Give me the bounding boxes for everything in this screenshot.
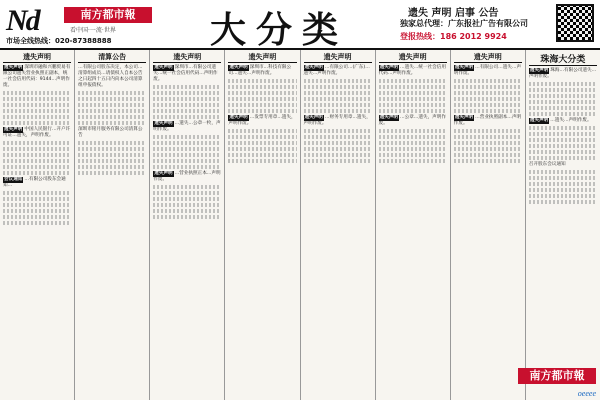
notice-text: 中国人民银行…开户许可证…遗失，声明作废。 (3, 127, 71, 138)
print-line (3, 103, 71, 107)
notice-text: 珠海…有限公司遗失…声明作废。 (528, 68, 597, 79)
print-line (454, 85, 522, 89)
notice-text: …有限公司…遗失…声明作废。 (453, 65, 522, 76)
print-line (153, 109, 221, 113)
print-line (529, 126, 597, 130)
notice-tag: 遗失声明 (229, 65, 248, 70)
notice-text: 深圳市…科技有限公司…遗失…声明作废。 (228, 65, 292, 76)
column-title: 遗失声明 (228, 52, 296, 63)
notice-entry (454, 65, 522, 77)
print-line (228, 153, 296, 157)
column (526, 50, 600, 400)
notice-entry (153, 65, 221, 83)
print-line (228, 159, 296, 163)
print-line (379, 147, 447, 151)
notice-tag: 遗失声明 (529, 68, 549, 73)
notice-entry (379, 115, 447, 127)
notice-entry (3, 65, 71, 89)
print-line (529, 88, 597, 92)
column (301, 50, 376, 400)
notice-tag: 遗失声明 (154, 65, 173, 70)
brand-logo: 南方都市報 (64, 7, 152, 23)
notice-text: …有限公司…(广东)…遗失…声明作废。 (303, 65, 370, 76)
notice-entry (454, 115, 522, 127)
print-line (304, 159, 372, 163)
print-line (153, 91, 221, 95)
print-line (3, 197, 71, 201)
page-subtitle: 遗失 声明 启事 公告 (408, 8, 499, 19)
column (150, 50, 225, 400)
column (376, 50, 451, 400)
print-line (153, 85, 221, 89)
print-line (78, 91, 146, 95)
notice-tag: 会议通知 (4, 177, 23, 182)
print-line (153, 165, 221, 169)
brand-slogan: 看中国·一流·世界 (70, 27, 116, 34)
print-line (3, 221, 71, 225)
print-line (153, 147, 221, 151)
column-title: 珠海大分类 (529, 52, 597, 66)
print-line (304, 97, 372, 101)
print-line (153, 209, 221, 213)
notice-entry (379, 65, 447, 77)
notice-entry (153, 171, 221, 183)
column-title: 遗失声明 (454, 52, 522, 63)
print-line (529, 82, 597, 86)
print-line (304, 141, 372, 145)
print-line (78, 115, 146, 119)
print-line (78, 141, 146, 145)
print-line (78, 159, 146, 163)
notice-tag: 遗失声明 (154, 121, 173, 126)
print-line (3, 115, 71, 119)
notice-entry (228, 115, 296, 127)
print-line (153, 185, 221, 189)
notice-text: …财务专用章…遗失，声明作废。 (303, 115, 371, 126)
print-line (3, 191, 71, 195)
print-line (454, 129, 522, 133)
print-line (454, 103, 522, 107)
print-line (228, 97, 296, 101)
print-line (3, 165, 71, 169)
print-line (228, 109, 296, 113)
print-line (153, 203, 221, 207)
notice-text: 召开股东会议通知 (528, 162, 566, 167)
print-line (78, 121, 146, 125)
print-line (529, 200, 597, 204)
print-line (3, 153, 71, 157)
notice-text: …营业执照副本…声明作废。 (453, 115, 522, 126)
print-line (454, 109, 522, 113)
print-line (529, 170, 597, 174)
print-line (304, 135, 372, 139)
print-line (379, 109, 447, 113)
print-line (529, 138, 597, 142)
print-line (379, 85, 447, 89)
print-line (78, 153, 146, 157)
print-line (228, 85, 296, 89)
print-line (3, 97, 71, 101)
print-line (3, 147, 71, 151)
print-line (228, 135, 296, 139)
notice-tag: 遗失声明 (4, 65, 23, 70)
print-line (304, 153, 372, 157)
print-line (529, 194, 597, 198)
notice-text: 深圳市融和兴鹏贸易有限公司遗失营业执照正副本，统一社会信用代码：9144…声明作废。 (3, 65, 71, 88)
column (451, 50, 526, 400)
notice-tag: 遗失声明 (379, 115, 399, 120)
print-line (454, 79, 522, 83)
nd-logo: Nd (6, 4, 39, 37)
print-line (529, 100, 597, 104)
notice-text: …营业执照正本…声明作废。 (153, 171, 221, 182)
column-title: 清算公告 (78, 52, 146, 63)
print-line (379, 129, 447, 133)
print-line (153, 103, 221, 107)
hotline: 市场全线热线：020-87388888 (6, 37, 112, 45)
print-line (78, 147, 146, 151)
notice-entry (529, 118, 597, 124)
notice-text: …有限公司股东会通知… (3, 177, 66, 188)
print-line (379, 103, 447, 107)
print-line (304, 85, 372, 89)
print-line (228, 141, 296, 145)
print-line (78, 165, 146, 169)
notice-entry (304, 115, 372, 127)
page-title: 大分类 (210, 10, 349, 50)
notice-entry (529, 68, 597, 80)
print-line (529, 156, 597, 160)
print-line (454, 141, 522, 145)
print-line (3, 121, 71, 125)
print-line (454, 153, 522, 157)
print-line (3, 171, 71, 175)
print-line (153, 135, 221, 139)
notice-tag: 遗失声明 (4, 127, 23, 132)
print-line (529, 188, 597, 192)
column-title: 遗失声明 (3, 52, 71, 63)
notice-tag: 遗失声明 (529, 118, 549, 123)
notice-text: 深圳市…有限公司遗失…统一社会信用代码…声明作废。 (153, 65, 218, 82)
notice-tag: 遗失声明 (454, 65, 474, 70)
print-line (3, 109, 71, 113)
print-line (379, 91, 447, 95)
notice-tag: 遗失声明 (304, 65, 323, 70)
notice-entry (228, 65, 296, 77)
print-line (78, 103, 146, 107)
print-line (529, 94, 597, 98)
print-line (3, 203, 71, 207)
notice-entry (3, 177, 71, 189)
column (75, 50, 150, 400)
print-line (454, 159, 522, 163)
print-line (379, 159, 447, 163)
notice-entry (153, 121, 221, 133)
print-line (228, 129, 296, 133)
notice-entry (304, 65, 372, 77)
print-line (304, 79, 372, 83)
print-line (529, 112, 597, 116)
notice-entry (78, 127, 146, 139)
notice-tag: 遗失声明 (304, 115, 323, 120)
print-line (3, 209, 71, 213)
print-line (153, 153, 221, 157)
print-line (379, 135, 447, 139)
notice-tag: 遗失声明 (379, 65, 399, 70)
print-line (153, 191, 221, 195)
print-line (78, 171, 146, 175)
column-title: 遗失声明 (304, 52, 372, 63)
print-line (304, 109, 372, 113)
column-title: 遗失声明 (379, 52, 447, 63)
notice-entry (78, 65, 146, 89)
page-header (0, 0, 600, 50)
print-line (379, 97, 447, 101)
print-line (379, 141, 447, 145)
notice-text: …有限公司股东决定，本公司…清算组成员…请债权人自本公告之日起四十五日内向本公司清算组申报债权。 (78, 65, 143, 88)
print-line (153, 97, 221, 101)
footer-logo: 南方都市報 (518, 368, 596, 384)
print-line (529, 106, 597, 110)
notice-tag: 遗失声明 (154, 171, 173, 176)
print-line (3, 159, 71, 163)
footer-site: oeeee (577, 389, 596, 398)
print-line (78, 97, 146, 101)
print-line (228, 103, 296, 107)
notice-tag: 遗失声明 (229, 115, 248, 120)
print-line (3, 91, 71, 95)
notice-text: …发票专用章…遗失，声明作废。 (228, 115, 296, 126)
print-line (153, 215, 221, 219)
print-line (379, 153, 447, 157)
print-line (3, 215, 71, 219)
agent-info: 独家总代理：广东报社广告有限公司 (400, 19, 528, 28)
column (0, 50, 75, 400)
print-line (304, 103, 372, 107)
column (225, 50, 300, 400)
print-line (153, 115, 221, 119)
print-line (153, 159, 221, 163)
print-line (3, 141, 71, 145)
column-title: 遗失声明 (153, 52, 221, 63)
print-line (304, 147, 372, 151)
print-line (529, 132, 597, 136)
print-line (78, 109, 146, 113)
print-line (304, 91, 372, 95)
print-line (529, 182, 597, 186)
print-line (454, 135, 522, 139)
notice-entry (3, 127, 71, 139)
notice-text: 深圳市铭月服务有限公司清算公告 (78, 127, 143, 138)
print-line (228, 91, 296, 95)
notice-tag: 遗失声明 (454, 115, 474, 120)
qr-code-icon (556, 4, 594, 42)
notice-text: …遗失…统一社会信用代码…声明作废。 (378, 65, 446, 76)
notice-text: …公章…遗失，声明作废。 (378, 115, 446, 126)
register-hotline: 登报热线：186 2012 9924 (400, 32, 507, 41)
print-line (228, 147, 296, 151)
print-line (153, 197, 221, 201)
print-line (454, 97, 522, 101)
ad-columns (0, 50, 600, 400)
print-line (454, 147, 522, 151)
print-line (304, 129, 372, 133)
notice-entry (529, 162, 597, 168)
print-line (379, 79, 447, 83)
print-line (529, 150, 597, 154)
notice-text: …遗失…公章一枚，声明作废。 (153, 121, 221, 132)
print-line (529, 144, 597, 148)
print-line (454, 91, 522, 95)
print-line (153, 141, 221, 145)
print-line (228, 79, 296, 83)
notice-text: …遗失…声明作废。 (550, 118, 592, 123)
print-line (529, 176, 597, 180)
